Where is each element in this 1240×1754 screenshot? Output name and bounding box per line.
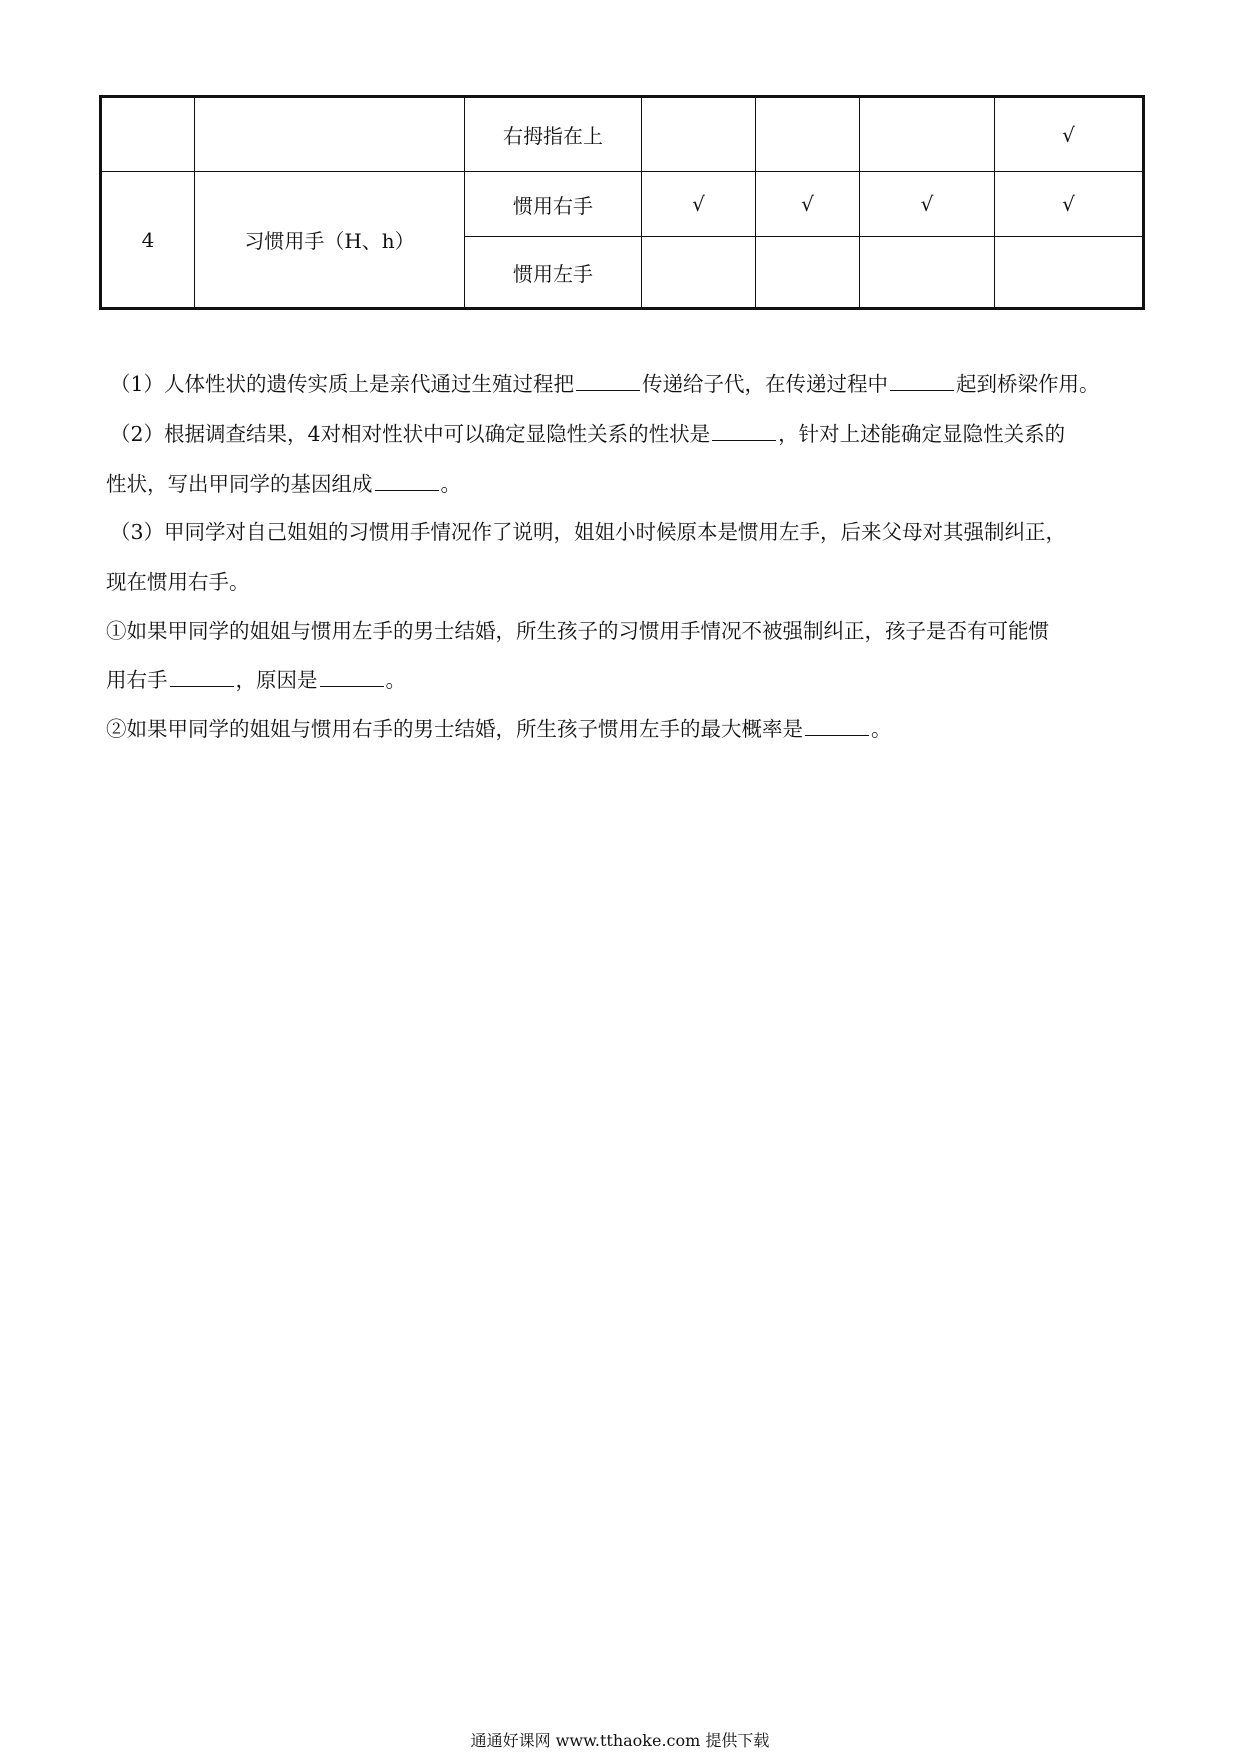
question-text: ，针对上述能确定显隐性关系的 xyxy=(778,422,1066,446)
table-cell-check xyxy=(995,237,1144,309)
answer-blank[interactable] xyxy=(712,422,776,441)
answer-blank[interactable] xyxy=(576,372,640,391)
question-3-2 xyxy=(106,712,892,742)
question-3-1-line-1 xyxy=(106,614,1049,644)
question-text: ①如果甲同学的姐姐与惯用左手的男士结婚，所生孩子的习惯用手情况不被强制纠正，孩子是否有可能惯 xyxy=(106,619,1049,643)
answer-blank[interactable] xyxy=(890,372,954,391)
answer-blank[interactable] xyxy=(805,717,869,736)
answer-blank[interactable] xyxy=(320,668,384,687)
question-text: 现在惯用右手。 xyxy=(106,570,250,594)
table-cell-check xyxy=(756,97,860,172)
question-text: （1）人体性状的遗传实质上是亲代通过生殖过程把 xyxy=(110,372,575,396)
question-text: 。 xyxy=(385,668,406,692)
table-row xyxy=(101,172,1144,237)
answer-blank[interactable] xyxy=(375,472,439,491)
question-2-line-1 xyxy=(110,417,1065,447)
page-footer: 通通好课网 www.tthaoke.com 提供下载 xyxy=(470,1731,770,1750)
table-cell-check xyxy=(756,237,860,309)
question-1 xyxy=(110,367,1100,397)
table-cell-check: √ xyxy=(756,172,860,237)
question-3-line-2 xyxy=(106,565,250,595)
table-cell-number xyxy=(101,97,195,172)
table-cell-trait-value: 右拇指在上 xyxy=(465,97,642,172)
table-cell-trait-value: 惯用左手 xyxy=(465,237,642,309)
table-cell-check xyxy=(642,237,756,309)
table-cell-trait-value: 惯用右手 xyxy=(465,172,642,237)
table-cell-trait-name xyxy=(195,97,465,172)
question-text: （2）根据调查结果，4对相对性状中可以确定显隐性关系的性状是 xyxy=(110,422,711,446)
table-row xyxy=(101,97,1144,172)
table-cell-check: √ xyxy=(995,97,1144,172)
question-text: ，原因是 xyxy=(235,668,318,692)
question-text: 传递给子代，在传递过程中 xyxy=(642,372,889,396)
question-text: ②如果甲同学的姐姐与惯用右手的男士结婚，所生孩子惯用左手的最大概率是 xyxy=(106,717,803,741)
trait-survey-table xyxy=(99,95,1145,310)
table-cell-check: √ xyxy=(995,172,1144,237)
question-text: 用右手 xyxy=(106,668,168,692)
question-text: 起到桥梁作用。 xyxy=(956,372,1100,396)
question-text: 。 xyxy=(871,717,892,741)
answer-blank[interactable] xyxy=(170,668,234,687)
question-text: 。 xyxy=(440,472,461,496)
table-cell-check xyxy=(860,237,995,309)
table-cell-check xyxy=(860,97,995,172)
table-cell-number: 4 xyxy=(101,172,195,309)
question-text: 性状，写出甲同学的基因组成 xyxy=(106,472,373,496)
question-2-line-2 xyxy=(106,467,461,497)
table-cell-check: √ xyxy=(642,172,756,237)
table-cell-check: √ xyxy=(860,172,995,237)
table-cell-trait-name: 习惯用手（H、h） xyxy=(195,172,465,309)
question-3-1-line-2 xyxy=(106,663,406,693)
question-3-line-1 xyxy=(110,515,1066,545)
question-text: （3）甲同学对自己姐姐的习惯用手情况作了说明，姐姐小时候原本是惯用左手，后来父母对其强制纠正， xyxy=(110,520,1067,544)
table-cell-check xyxy=(642,97,756,172)
